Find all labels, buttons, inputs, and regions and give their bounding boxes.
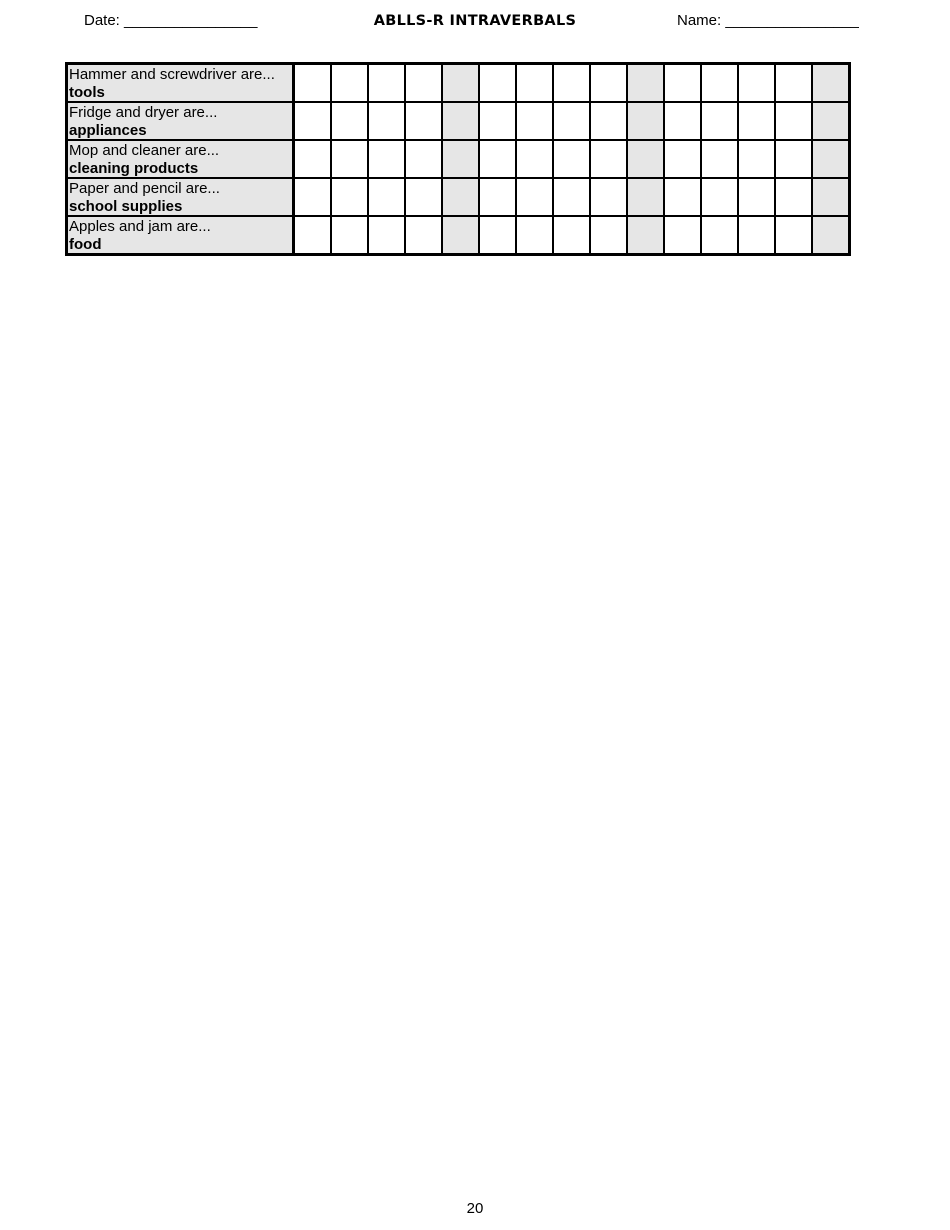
trial-cell[interactable] xyxy=(516,102,553,140)
trial-cell[interactable] xyxy=(701,178,738,216)
answer-text: school supplies xyxy=(69,197,183,215)
trial-cell[interactable] xyxy=(442,102,479,140)
trial-cell[interactable] xyxy=(553,64,590,103)
trial-cell[interactable] xyxy=(775,64,812,103)
trial-cell[interactable] xyxy=(516,178,553,216)
table-row xyxy=(67,216,850,255)
answer-text: tools xyxy=(69,83,105,101)
trial-cell[interactable] xyxy=(516,64,553,103)
row-label xyxy=(67,216,294,255)
page-title: ABLLS-R INTRAVERBALS xyxy=(373,13,577,29)
trial-cell[interactable] xyxy=(590,178,627,216)
trial-cell[interactable] xyxy=(701,64,738,103)
name-field: Name: ________________ xyxy=(677,12,859,29)
trial-cell[interactable] xyxy=(812,216,850,255)
prompt-text: Apples and jam are... xyxy=(69,218,211,235)
trial-cell[interactable] xyxy=(627,178,664,216)
trial-cell[interactable] xyxy=(553,178,590,216)
trial-cell[interactable] xyxy=(405,216,442,255)
trial-cell[interactable] xyxy=(368,140,405,178)
trial-cell[interactable] xyxy=(442,178,479,216)
trial-cell[interactable] xyxy=(553,216,590,255)
trial-cell[interactable] xyxy=(331,216,368,255)
trial-cell[interactable] xyxy=(294,178,332,216)
trial-cell[interactable] xyxy=(590,216,627,255)
trial-cell[interactable] xyxy=(553,102,590,140)
trial-cell[interactable] xyxy=(738,64,775,103)
date-field: Date: ________________ xyxy=(84,12,258,29)
trial-cell[interactable] xyxy=(627,102,664,140)
trial-cell[interactable] xyxy=(331,102,368,140)
table-row xyxy=(67,140,850,178)
trial-cell[interactable] xyxy=(664,102,701,140)
trial-cell[interactable] xyxy=(405,64,442,103)
trial-cell[interactable] xyxy=(368,102,405,140)
trial-cell[interactable] xyxy=(368,178,405,216)
trial-cell[interactable] xyxy=(738,102,775,140)
trial-cell[interactable] xyxy=(479,178,516,216)
trial-cell[interactable] xyxy=(738,178,775,216)
data-collection-table xyxy=(65,62,851,256)
table-row xyxy=(67,178,850,216)
trial-cell[interactable] xyxy=(664,64,701,103)
trial-cell[interactable] xyxy=(516,140,553,178)
trial-cell[interactable] xyxy=(405,102,442,140)
row-label xyxy=(67,140,294,178)
row-label xyxy=(67,64,294,103)
trial-cell[interactable] xyxy=(479,140,516,178)
trial-cell[interactable] xyxy=(368,64,405,103)
trial-cell[interactable] xyxy=(812,140,850,178)
trial-cell[interactable] xyxy=(442,140,479,178)
trial-cell[interactable] xyxy=(812,102,850,140)
table-row xyxy=(67,64,850,103)
trial-cell[interactable] xyxy=(479,64,516,103)
trial-cell[interactable] xyxy=(590,140,627,178)
page-number: 20 xyxy=(466,1200,484,1217)
trial-cell[interactable] xyxy=(479,216,516,255)
answer-text: food xyxy=(69,235,102,253)
trial-cell[interactable] xyxy=(775,140,812,178)
trial-cell[interactable] xyxy=(775,178,812,216)
trial-cell[interactable] xyxy=(812,64,850,103)
trial-cell[interactable] xyxy=(590,102,627,140)
trial-cell[interactable] xyxy=(664,216,701,255)
trial-cell[interactable] xyxy=(294,216,332,255)
trial-cell[interactable] xyxy=(701,216,738,255)
trial-cell[interactable] xyxy=(331,178,368,216)
table-row xyxy=(67,102,850,140)
trial-cell[interactable] xyxy=(368,216,405,255)
trial-cell[interactable] xyxy=(442,64,479,103)
trial-cell[interactable] xyxy=(294,64,332,103)
trial-cell[interactable] xyxy=(627,64,664,103)
trial-cell[interactable] xyxy=(590,64,627,103)
prompt-text: Hammer and screwdriver are... xyxy=(69,66,275,83)
trial-cell[interactable] xyxy=(738,216,775,255)
trial-cell[interactable] xyxy=(442,216,479,255)
row-label xyxy=(67,178,294,216)
trial-cell[interactable] xyxy=(664,178,701,216)
trial-cell[interactable] xyxy=(627,216,664,255)
trial-cell[interactable] xyxy=(775,102,812,140)
trial-cell[interactable] xyxy=(405,178,442,216)
trial-cell[interactable] xyxy=(701,140,738,178)
trial-cell[interactable] xyxy=(812,178,850,216)
trial-cell[interactable] xyxy=(294,140,332,178)
row-label xyxy=(67,102,294,140)
trial-cell[interactable] xyxy=(479,102,516,140)
trial-cell[interactable] xyxy=(664,140,701,178)
trial-cell[interactable] xyxy=(331,140,368,178)
prompt-text: Fridge and dryer are... xyxy=(69,104,218,121)
trial-cell[interactable] xyxy=(331,64,368,103)
trial-cell[interactable] xyxy=(516,216,553,255)
trial-cell[interactable] xyxy=(405,140,442,178)
trial-cell[interactable] xyxy=(701,102,738,140)
trial-cell[interactable] xyxy=(738,140,775,178)
trial-cell[interactable] xyxy=(627,140,664,178)
answer-text: appliances xyxy=(69,121,147,139)
trial-cell[interactable] xyxy=(553,140,590,178)
answer-text: cleaning products xyxy=(69,159,199,177)
trial-cell[interactable] xyxy=(775,216,812,255)
prompt-text: Mop and cleaner are... xyxy=(69,142,220,159)
trial-cell[interactable] xyxy=(294,102,332,140)
prompt-text: Paper and pencil are... xyxy=(69,180,220,197)
